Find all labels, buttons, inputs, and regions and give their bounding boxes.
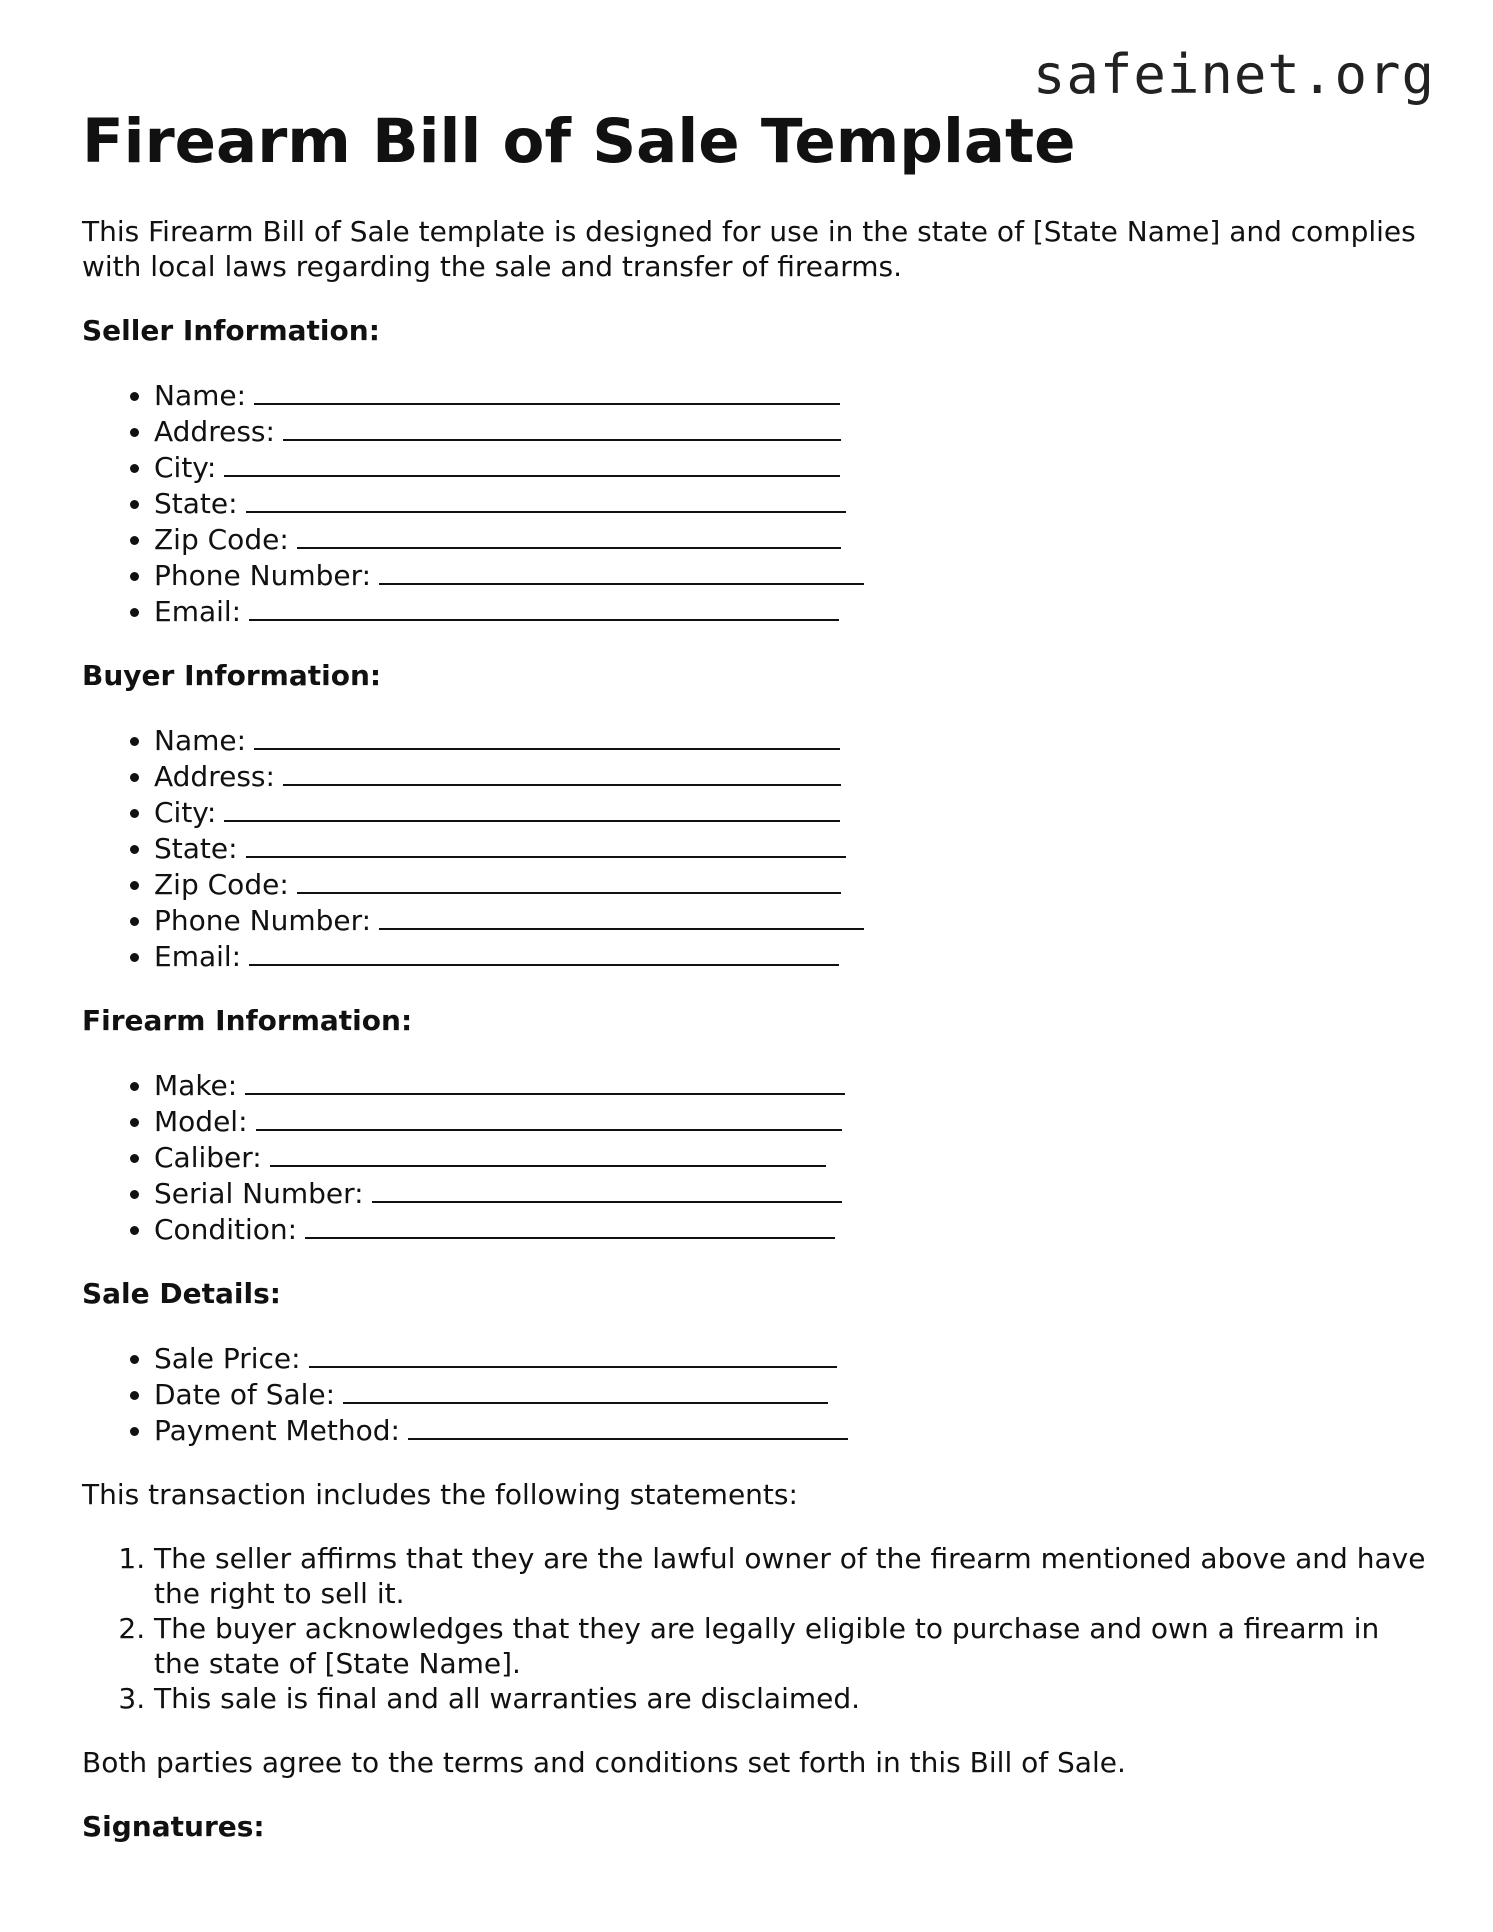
field-label: State: (154, 487, 238, 520)
blank-line (297, 866, 841, 894)
statements-intro: This transaction includes the following statements: (82, 1478, 798, 1511)
buyer-email-field[interactable] (154, 938, 1432, 974)
blank-line (372, 1175, 842, 1203)
blank-line (256, 1103, 842, 1131)
seller-city-field[interactable] (154, 449, 1432, 485)
document-page (82, 104, 1432, 1844)
buyer-name-field[interactable] (154, 722, 1432, 758)
blank-line (283, 758, 841, 786)
blank-line (270, 1139, 826, 1167)
blank-line (254, 377, 840, 405)
watermark: safeinet.org (1032, 43, 1435, 106)
blank-line (408, 1412, 848, 1440)
blank-line (379, 902, 864, 930)
field-label: Make: (154, 1069, 238, 1102)
seller-zip-field[interactable] (154, 521, 1432, 557)
blank-line (379, 557, 864, 585)
field-label: Email: (154, 595, 242, 628)
statement-item: 3. This sale is final and all warranties are disclaimed. (154, 1681, 1432, 1716)
field-label: Email: (154, 940, 242, 973)
blank-line (249, 938, 839, 966)
field-label: Sale Price: (154, 1342, 301, 1375)
field-label: State: (154, 832, 238, 865)
seller-name-field[interactable] (154, 377, 1432, 413)
seller-state-field[interactable] (154, 485, 1432, 521)
blank-line (245, 1067, 845, 1095)
field-label: Date of Sale: (154, 1378, 336, 1411)
firearm-model-field[interactable] (154, 1103, 1432, 1139)
blank-line (246, 485, 846, 513)
sale-payment-field[interactable] (154, 1412, 1432, 1448)
blank-line (224, 449, 840, 477)
blank-line (283, 413, 841, 441)
blank-line (305, 1211, 835, 1239)
field-label: Address: (154, 415, 275, 448)
seller-address-field[interactable] (154, 413, 1432, 449)
seller-heading: Seller Information: (82, 314, 380, 347)
field-label: Name: (154, 724, 247, 757)
intro-paragraph: This Firearm Bill of Sale template is designed for use in the state of [State Name] and complies with local laws regarding the sale and transfer of firearms. (82, 215, 1416, 283)
seller-fields (82, 377, 1432, 629)
sale-fields (82, 1340, 1432, 1448)
field-label: Name: (154, 379, 247, 412)
firearm-condition-field[interactable] (154, 1211, 1432, 1247)
statement-item: 2. The buyer acknowledges that they are legally eligible to purchase and own a firearm in the state of [State Name]. (154, 1611, 1432, 1681)
field-label: Phone Number: (154, 904, 372, 937)
firearm-serial-field[interactable] (154, 1175, 1432, 1211)
field-label: Phone Number: (154, 559, 372, 592)
sale-heading: Sale Details: (82, 1277, 281, 1310)
seller-phone-field[interactable] (154, 557, 1432, 593)
field-label: Serial Number: (154, 1177, 364, 1210)
blank-line (343, 1376, 828, 1404)
field-label: City: (154, 796, 217, 829)
blank-line (224, 794, 840, 822)
field-label: Condition: (154, 1213, 298, 1246)
seller-email-field[interactable] (154, 593, 1432, 629)
buyer-fields (82, 722, 1432, 974)
buyer-zip-field[interactable] (154, 866, 1432, 902)
statements-list (82, 1541, 1432, 1716)
buyer-phone-field[interactable] (154, 902, 1432, 938)
agreement-paragraph: Both parties agree to the terms and conditions set forth in this Bill of Sale. (82, 1746, 1126, 1779)
sale-date-field[interactable] (154, 1376, 1432, 1412)
sale-price-field[interactable] (154, 1340, 1432, 1376)
blank-line (254, 722, 840, 750)
blank-line (246, 830, 846, 858)
field-label: Address: (154, 760, 275, 793)
field-label: City: (154, 451, 217, 484)
document-title: Firearm Bill of Sale Template (82, 106, 1076, 177)
field-label: Zip Code: (154, 523, 289, 556)
field-label: Caliber: (154, 1141, 262, 1174)
buyer-address-field[interactable] (154, 758, 1432, 794)
buyer-heading: Buyer Information: (82, 659, 382, 692)
firearm-make-field[interactable] (154, 1067, 1432, 1103)
firearm-caliber-field[interactable] (154, 1139, 1432, 1175)
signatures-heading: Signatures: (82, 1810, 265, 1843)
statement-item: 1. The seller affirms that they are the lawful owner of the firearm mentioned above and have the right to sell it. (154, 1541, 1432, 1611)
blank-line (297, 521, 841, 549)
firearm-fields (82, 1067, 1432, 1247)
buyer-state-field[interactable] (154, 830, 1432, 866)
blank-line (309, 1340, 837, 1368)
field-label: Model: (154, 1105, 248, 1138)
firearm-heading: Firearm Information: (82, 1004, 413, 1037)
buyer-city-field[interactable] (154, 794, 1432, 830)
field-label: Zip Code: (154, 868, 289, 901)
field-label: Payment Method: (154, 1414, 400, 1447)
blank-line (249, 593, 839, 621)
